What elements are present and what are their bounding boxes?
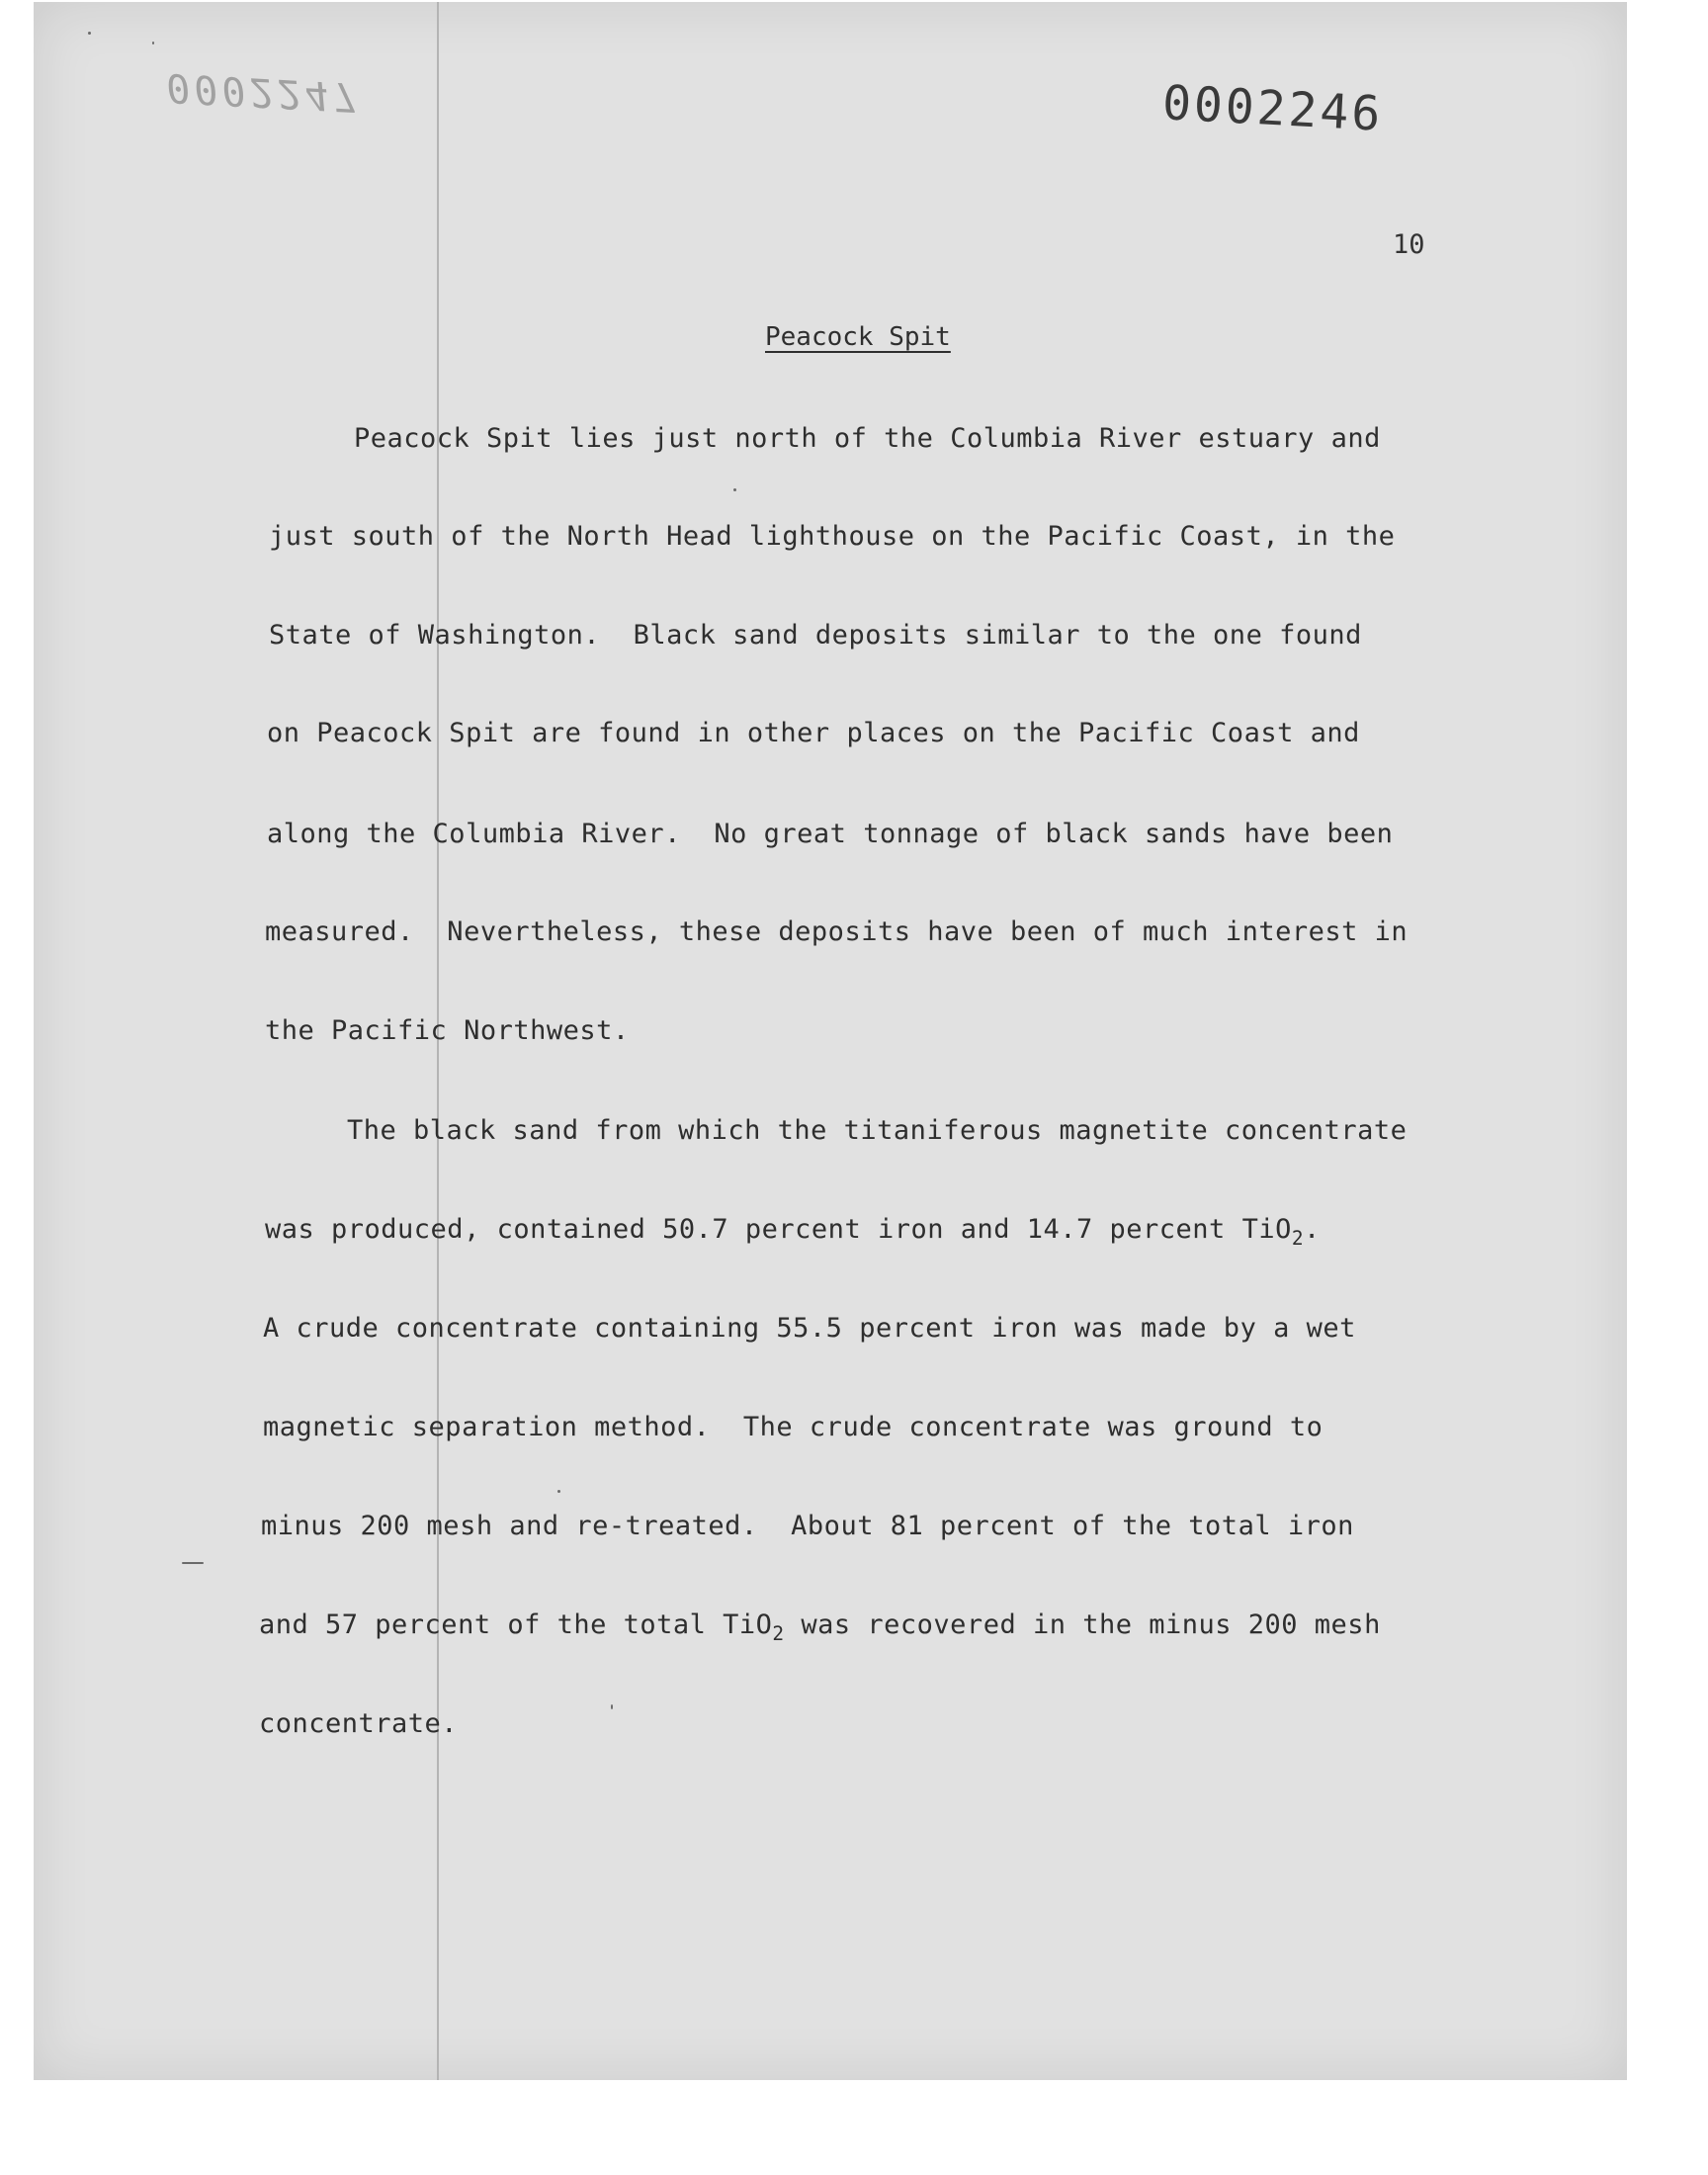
- text-line: [265, 1214, 1321, 1250]
- speck: [611, 1704, 613, 1709]
- text-line: along the Columbia River. No great tonnage of black sands have been: [267, 819, 1394, 849]
- speck: [733, 488, 736, 491]
- text-run: and 57 percent of the total TiO: [259, 1610, 773, 1640]
- ghost-stamp: 0002247: [164, 63, 363, 121]
- subscript: 2: [772, 1621, 785, 1645]
- speck: [557, 1490, 560, 1493]
- text-line: just south of the North Head lighthouse on the Pacific Coast, in the: [269, 521, 1396, 552]
- speck: [88, 32, 91, 35]
- text-line: magnetic separation method. The crude concentrate was ground to: [263, 1412, 1324, 1442]
- text-line: A crude concentrate containing 55.5 percent iron was made by a wet: [263, 1313, 1356, 1344]
- text-line: Peacock Spit lies just north of the Columbia River estuary and: [354, 423, 1381, 454]
- section-title: Peacock Spit: [765, 322, 951, 352]
- speck: [152, 42, 154, 44]
- text-run: was produced, contained 50.7 percent iron and 14.7 percent TiO: [265, 1214, 1292, 1245]
- control-stamp: 0002246: [1160, 75, 1385, 142]
- text-run: .: [1304, 1214, 1321, 1245]
- speck: [182, 1562, 204, 1564]
- text-line: the Pacific Northwest.: [265, 1015, 630, 1046]
- text-line: measured. Nevertheless, these deposits have been of much interest in: [265, 916, 1409, 947]
- document-page: [34, 2, 1627, 2080]
- page-number: 10: [1393, 229, 1425, 260]
- text-line: concentrate.: [259, 1708, 459, 1739]
- subscript: 2: [1291, 1226, 1305, 1250]
- text-run: was recovered in the minus 200 mesh: [784, 1610, 1381, 1640]
- text-line: minus 200 mesh and re-treated. About 81 percent of the total iron: [261, 1511, 1354, 1541]
- text-line: [259, 1610, 1381, 1645]
- text-line: The black sand from which the titaniferous magnetite concentrate: [347, 1115, 1408, 1146]
- text-line: State of Washington. Black sand deposits similar to the one found: [269, 620, 1362, 651]
- text-line: on Peacock Spit are found in other places on the Pacific Coast and: [267, 718, 1360, 748]
